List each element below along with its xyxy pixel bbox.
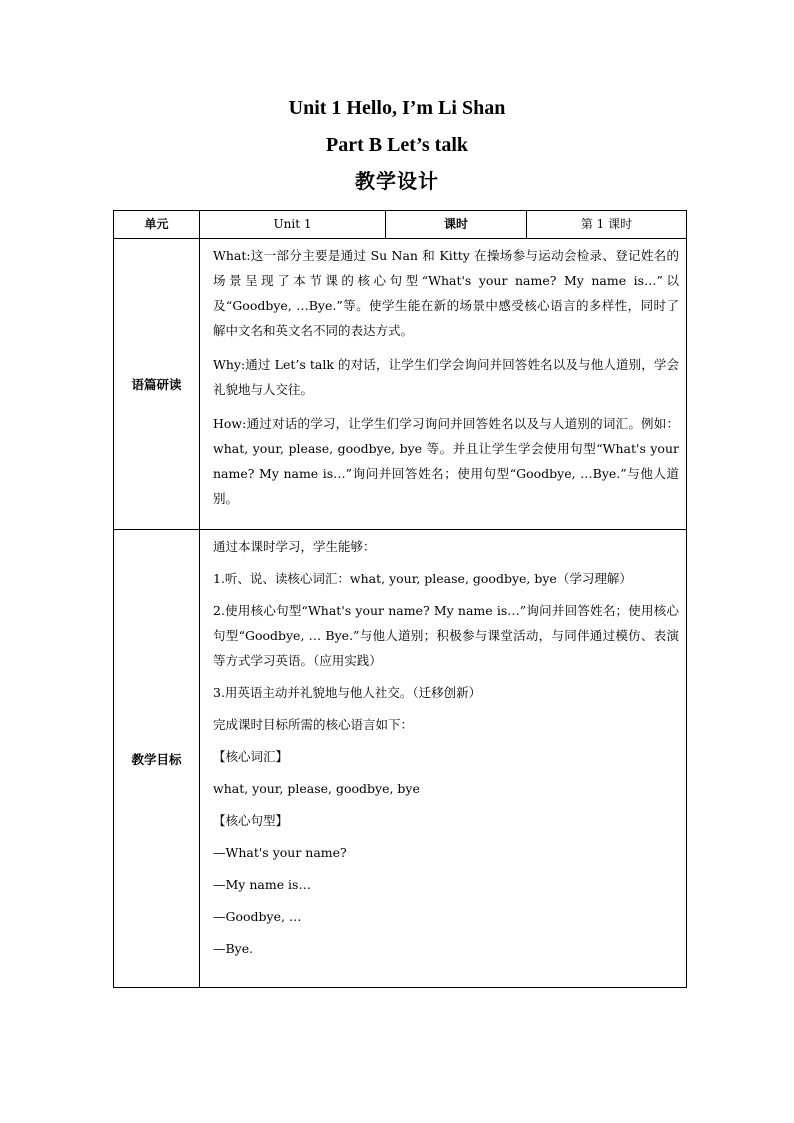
reading-what: What:这一部分主要是通过 Su Nan 和 Kitty 在操场参与运动会检录、登记姓名的场景呈现了本节课的核心句型“What's your name? My name is…”以及“Goodbye, …Bye.”等。使学生能在新的场景中感受核心语言的多样性，同时了解中文名和英文名不同的表达方式。 [213, 248, 679, 338]
goal-item-2: 2.使用核心句型“What's your name? My name is…”询问并回答姓名；使用核心句型“Goodbye, … Bye.”与他人道别；积极参与课堂活动，与同伴通过模仿、表演等方式学习英语。（应用实践） [213, 603, 679, 668]
unit-value: Unit 1 [200, 211, 386, 239]
goals-label: 教学目标 [114, 530, 200, 988]
period-value: 第 1 课时 [527, 211, 687, 239]
document-subtitle: Part B Let’s talk [325, 134, 468, 156]
unit-label: 单元 [114, 211, 200, 239]
goals-intro: 通过本课时学习，学生能够： [213, 539, 376, 554]
vocab-heading: 【核心词汇】 [213, 749, 289, 764]
vocab-list: what, your, please, goodbye, bye [213, 781, 420, 796]
table-header-row [114, 211, 687, 239]
goals-content [200, 530, 687, 988]
document-heading: 教学设计 [355, 171, 439, 193]
sentence-heading: 【核心句型】 [213, 813, 289, 828]
goal-item-3: 3.用英语主动并礼貌地与他人社交。（迁移创新） [213, 685, 482, 700]
sentence-4: —Bye. [213, 941, 254, 956]
reading-row [114, 239, 687, 530]
core-language-intro: 完成课时目标所需的核心语言如下： [213, 717, 414, 732]
sentence-2: —My name is… [213, 877, 311, 892]
sentence-3: —Goodbye, … [213, 909, 302, 924]
reading-content [200, 239, 687, 530]
reading-how: How:通过对话的学习，让学生们学习询问并回答姓名以及与人道别的词汇。例如：what, your, please, goodbye, bye 等。并且让学生学会使用句型“What's your name? My name is…”询问并回答姓名；使用句型“Goodbye, …Bye.”与他人道别。 [213, 416, 679, 506]
goals-row [114, 530, 687, 988]
reading-why: Why:通过 Let’s talk 的对话，让学生们学会询问并回答姓名以及与他人道别，学会礼貌地与人交往。 [213, 357, 679, 397]
reading-label: 语篇研读 [114, 239, 200, 530]
lesson-plan-table [113, 210, 687, 988]
goal-item-1: 1.听、说、读核心词汇：what, your, please, goodbye, bye（学习理解） [213, 571, 632, 586]
sentence-1: —What's your name? [213, 845, 347, 860]
document-title: Unit 1 Hello, I’m Li Shan [288, 97, 506, 119]
period-label: 课时 [386, 211, 527, 239]
